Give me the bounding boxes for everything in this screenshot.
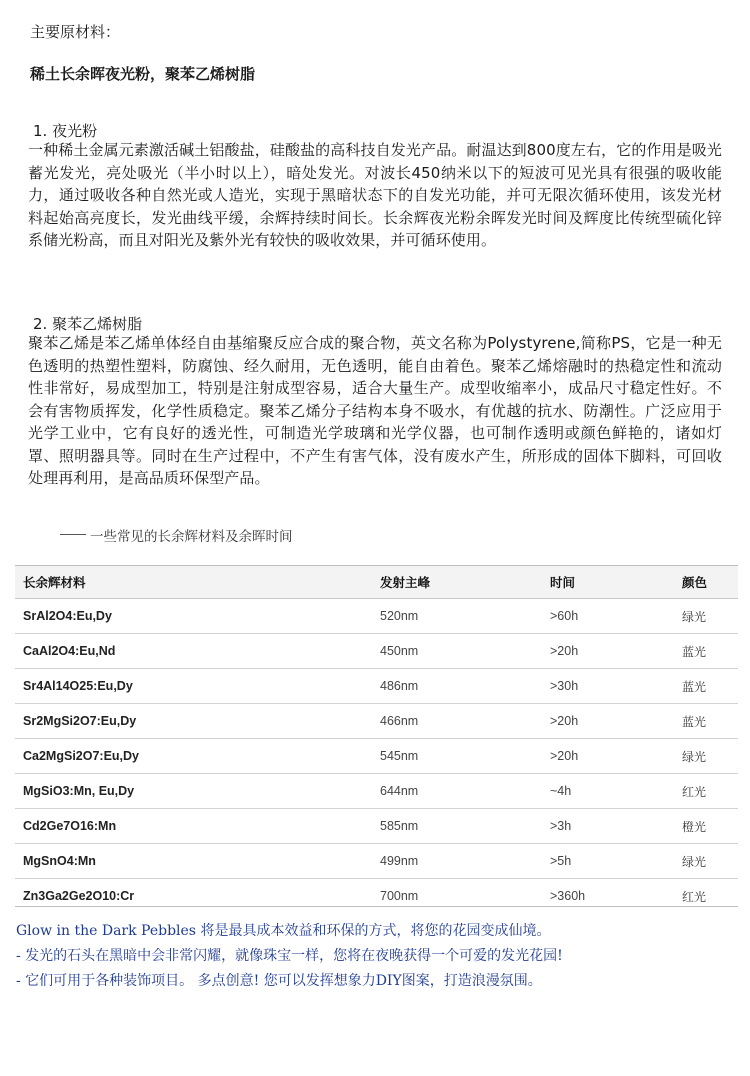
cell-emission-peak: 499nm [372, 844, 542, 879]
cell-emission-peak: 486nm [372, 669, 542, 704]
cell-material: Sr2MgSi2O7:Eu,Dy [15, 704, 372, 739]
cell-time: >5h [542, 844, 674, 879]
table-row [15, 879, 738, 914]
cell-color: 蓝光 [674, 704, 738, 739]
cell-emission-peak: 585nm [372, 809, 542, 844]
cell-color: 红光 [682, 889, 707, 904]
cell-time: >30h [542, 669, 674, 704]
cell-time: >20h [542, 704, 674, 739]
cell-material: SrAl2O4:Eu,Dy [15, 599, 372, 634]
table-row [15, 599, 738, 634]
materials-summary: 稀土长余晖夜光粉，聚苯乙烯树脂 [30, 65, 256, 83]
cell-time: >360h [550, 889, 586, 903]
table-header-row [15, 566, 738, 599]
cell-color: 蓝光 [674, 634, 738, 669]
cell-time: >20h [542, 634, 674, 669]
cell-material: MgSiO3:Mn, Eu,Dy [15, 774, 372, 809]
afterglow-materials-table [15, 565, 738, 907]
cell-color: 绿光 [674, 599, 738, 634]
table-body [15, 599, 738, 914]
cell-emission-peak: 450nm [372, 634, 542, 669]
header-emission-peak: 发射主峰 [372, 566, 542, 599]
header-material: 长余辉材料 [15, 566, 372, 599]
cell-time: >60h [542, 599, 674, 634]
cell-material: Zn3Ga2Ge2O10:Cr [23, 889, 135, 903]
table-row [15, 809, 738, 844]
cell-time: >3h [542, 809, 674, 844]
cell-emission-peak: 700nm [380, 889, 419, 903]
cell-color: 绿光 [674, 739, 738, 774]
section-heading-polystyrene: 2. 聚苯乙烯树脂 [33, 315, 143, 333]
cell-color: 红光 [674, 774, 738, 809]
cell-color: 蓝光 [674, 669, 738, 704]
cell-emission-peak: 545nm [372, 739, 542, 774]
table-caption: 一些常见的长余辉材料及余晖时间 [60, 525, 293, 545]
header-time: 时间 [542, 566, 674, 599]
cell-time: >20h [542, 739, 674, 774]
cell-material: Cd2Ge7O16:Mn [15, 809, 372, 844]
section-heading-phosphor: 1. 夜光粉 [33, 122, 98, 140]
cell-material: MgSnO4:Mn [15, 844, 372, 879]
cell-time: ~4h [542, 774, 674, 809]
footer-line-decor: - 它们可用于各种装饰项目。 多点创意! 您可以发挥想象力DIY图案，打造浪漫氛围。 [16, 973, 542, 989]
cell-color: 橙光 [674, 809, 738, 844]
cell-color: 绿光 [674, 844, 738, 879]
table-row [15, 739, 738, 774]
cell-emission-peak: 466nm [372, 704, 542, 739]
cell-material: Ca2MgSi2O7:Eu,Dy [15, 739, 372, 774]
table-row [15, 774, 738, 809]
footer-line-glow: - 发光的石头在黑暗中会非常闪耀，就像珠宝一样，您将在夜晚获得一个可爱的发光花园! [16, 948, 563, 964]
cell-emission-peak: 520nm [372, 599, 542, 634]
cell-material: CaAl2O4:Eu,Nd [15, 634, 372, 669]
table-row [15, 704, 738, 739]
cell-emission-peak: 644nm [372, 774, 542, 809]
table-row [15, 844, 738, 879]
footer-line-intro: Glow in the Dark Pebbles 将是最具成本效益和环保的方式，将您的花园变成仙境。 [16, 923, 551, 939]
cell-material: Sr4Al14O25:Eu,Dy [15, 669, 372, 704]
table-row [15, 669, 738, 704]
header-color: 颜色 [674, 566, 738, 599]
intro-label: 主要原材料： [30, 23, 121, 41]
table-row [15, 634, 738, 669]
section-body-phosphor: 一种稀土金属元素激活碱土铝酸盐，硅酸盐的高科技自发光产品。耐温达到800度左右，它的作用是吸光蓄光发光，亮处吸光（半小时以上），暗处发光。对波长450纳米以下的短波可见光具有很强的吸收能力，通过吸收各种自然光或人造光，实现于黑暗状态下的自发光功能，并可无限次循环使用，该发光材料起始高亮度长，发光曲线平缓，余辉持续时间长。长余辉夜光粉余晖发光时间及辉度比传统型硫化锌系储光粉高，而且对阳光及紫外光有较快的吸收效果，并可循环使用。 [28, 141, 722, 249]
section-body-polystyrene: 聚苯乙烯是苯乙烯单体经自由基缩聚反应合成的聚合物，英文名称为Polystyrene,简称PS，它是一种无色透明的热塑性塑料，防腐蚀、经久耐用，无色透明，能自由着色。聚苯乙烯熔融时的热稳定性和流动性非常好，易成型加工，特别是注射成型容易，适合大量生产。成型收缩率小，成品尺寸稳定性好。不会有害物质挥发，化学性质稳定。聚苯乙烯分子结构本身不吸水，有优越的抗水、防潮性。广泛应用于光学工业中，它有良好的透光性，可制造光学玻璃和光学仪器，也可制作透明或颜色鲜艳的，诸如灯罩、照明器具等。同时在生产过程中，不产生有害气体，没有废水产生，所形成的固体下脚料，可回收处理再利用，是高品质环保型产品。 [28, 334, 722, 487]
